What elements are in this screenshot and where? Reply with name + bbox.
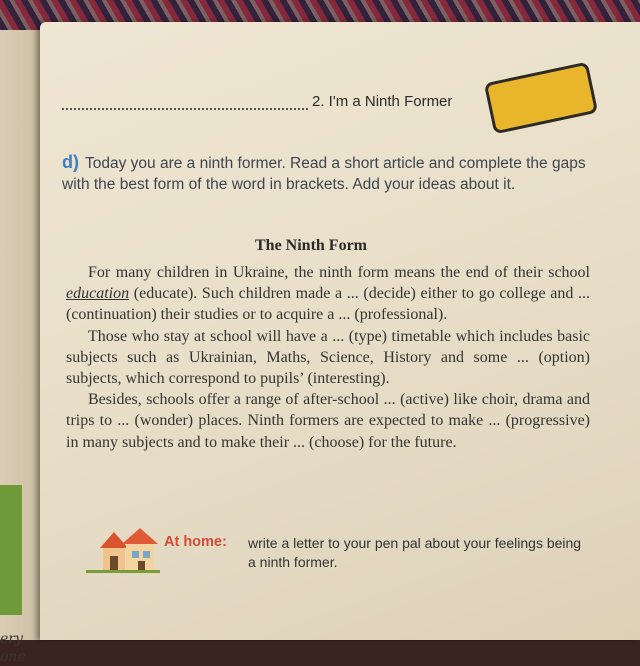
article-p1-start: For many children in Ukraine, the ninth form means the end of their school: [88, 264, 590, 281]
article-paragraph-3: Besides, schools offer a range of after-school ... (active) like choir, drama and trips to ... (wonder) places. Ninth formers are expected to make ... (progressive) in many subjects and to make their ... (choose) for the future.: [66, 391, 590, 451]
task-text: Today you are a ninth former. Read a short article and complete the gaps with the best form of the word in brackets. Add your ideas about it.: [62, 155, 586, 193]
article-paragraph-2: Those who stay at school will have a ... (type) timetable which includes basic subjects such as Ukrainian, Maths, Science, History and some ... (option) subjects, which correspond to pupils’ (interesting).: [66, 327, 590, 388]
home-text: write a letter to your pen pal about your feelings being a ninth former.: [248, 535, 582, 570]
article-paragraph-1: [66, 262, 590, 326]
article-p1-end: (educate). Such children made a ... (decide) either to go college and ... (continuation) their studies or to acquire a ... (professional).: [66, 285, 590, 324]
homework-section: [86, 524, 586, 584]
previous-page-line-1: ery: [0, 631, 23, 647]
house-icon: [86, 524, 160, 576]
header-dotted-line: [62, 108, 308, 110]
task-instructions: [62, 152, 602, 195]
article-body: [66, 262, 590, 453]
previous-page-green-block: [0, 485, 22, 615]
previous-page-text: [0, 630, 26, 666]
article-example-answer: education: [66, 285, 130, 303]
home-label: At home:: [164, 534, 227, 550]
previous-page: [0, 30, 40, 665]
previous-page-line-2: one: [0, 649, 26, 665]
article-title: The Ninth Form: [255, 237, 367, 254]
task-letter: d): [62, 152, 79, 172]
chapter-title: 2. I'm a Ninth Former: [312, 93, 453, 110]
